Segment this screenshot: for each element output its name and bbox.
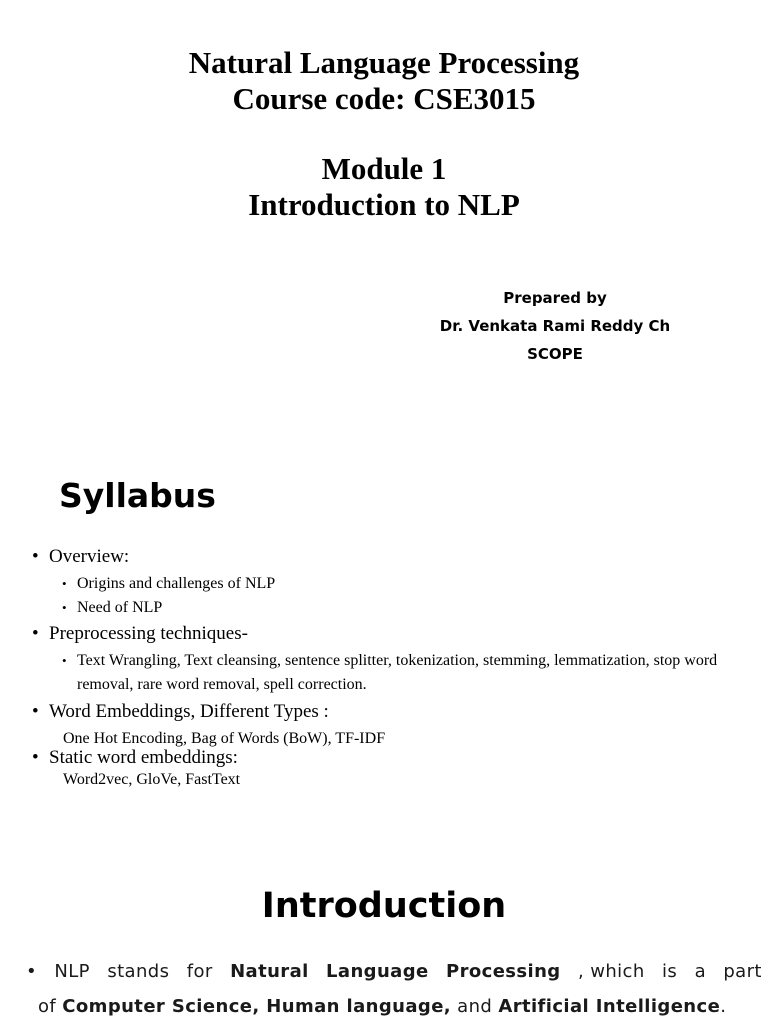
bullet-icon: • <box>32 701 39 722</box>
intro-word: NLP <box>54 961 90 982</box>
syllabus-item-preprocessing <box>32 622 248 646</box>
bullet-icon: • <box>26 961 38 982</box>
syllabus-item-static <box>32 746 238 770</box>
intro-bold-phrase: Computer Science, Human language, <box>62 996 452 1017</box>
syllabus-subitem <box>62 572 752 596</box>
prepared-by-label: Prepared by <box>503 289 607 307</box>
introduction-paragraph <box>26 954 762 1024</box>
intro-word: a <box>694 961 706 982</box>
intro-word: part <box>723 961 762 982</box>
embeddings-types: One Hot Encoding, Bag of Words (BoW), TF-IDF <box>63 730 386 747</box>
syllabus-subitem <box>62 596 752 620</box>
introduction-heading: Introduction <box>261 886 507 926</box>
intro-bold-word: Processing <box>445 961 561 982</box>
bullet-icon: • <box>32 623 39 644</box>
syllabus-item-overview <box>32 545 129 569</box>
intro-bold-word: Natural <box>230 961 309 982</box>
syllabus-item-label: Word Embeddings, Different Types : <box>49 701 329 722</box>
intro-bold-word: Language <box>326 961 429 982</box>
intro-word: , which <box>577 961 645 982</box>
syllabus-subitem-label: Origins and challenges of NLP <box>77 575 276 592</box>
author-name: Dr. Venkata Rami Reddy Ch <box>439 317 671 335</box>
bullet-icon: • <box>62 600 67 615</box>
bullet-icon: • <box>32 747 39 768</box>
intro-word: and <box>457 996 493 1017</box>
bullet-icon: • <box>62 576 67 591</box>
static-embeddings-types: Word2vec, GloVe, FastText <box>63 771 241 788</box>
intro-bold-phrase: Artificial Intelligence <box>498 996 721 1017</box>
intro-period: . <box>720 996 727 1017</box>
syllabus-heading: Syllabus <box>59 476 216 515</box>
bullet-icon: • <box>62 653 67 668</box>
module-number: Module 1 <box>321 151 447 186</box>
intro-word: for <box>186 961 213 982</box>
intro-word: is <box>662 961 678 982</box>
syllabus-subitem-label: Need of NLP <box>77 599 163 616</box>
syllabus-item-label: Preprocessing techniques- <box>49 623 248 644</box>
module-title: Introduction to NLP <box>248 187 520 222</box>
course-title: Natural Language Processing <box>188 45 580 80</box>
syllabus-item-label: Overview: <box>49 546 130 567</box>
school-name: SCOPE <box>527 345 583 363</box>
course-code: Course code: CSE3015 <box>232 81 536 116</box>
intro-word: of <box>38 996 57 1017</box>
syllabus-subitem <box>62 649 752 697</box>
syllabus-item-embeddings <box>32 700 329 724</box>
intro-word: stands <box>107 961 170 982</box>
syllabus-subitem-label: Text Wrangling, Text cleansing, sentence splitter, tokenization, stemming, lemmatization, stop word removal, rare word removal, spell correction. <box>77 652 718 693</box>
syllabus-item-label: Static word embeddings: <box>49 747 238 768</box>
bullet-icon: • <box>32 546 39 567</box>
